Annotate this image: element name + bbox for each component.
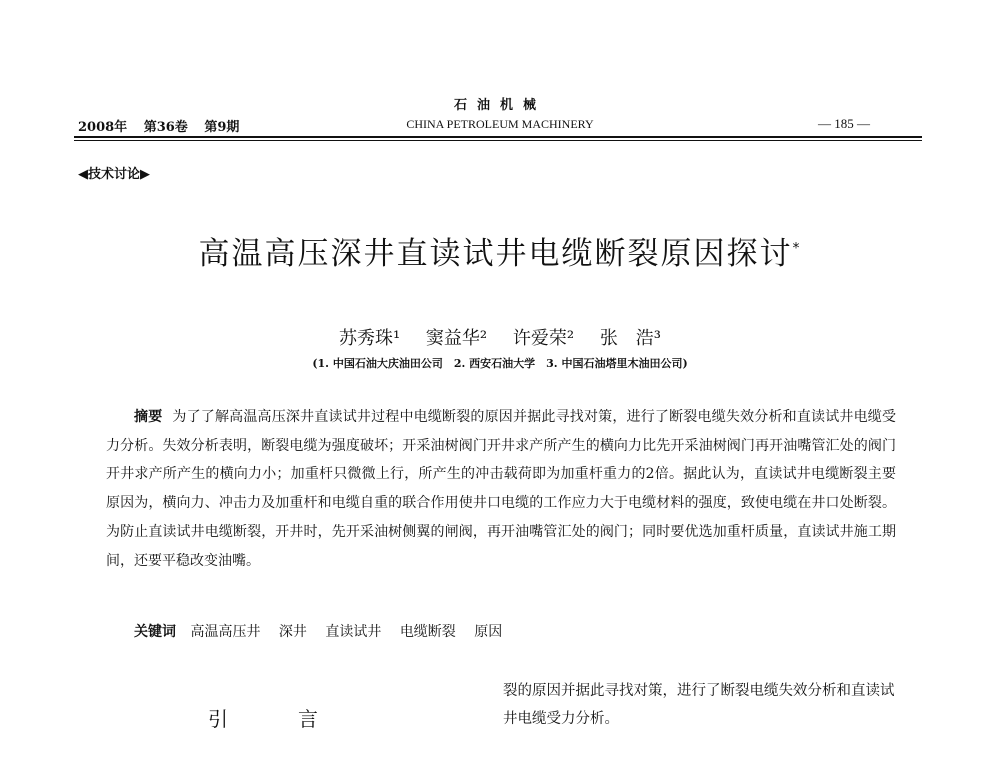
keywords-label: 关键词	[134, 624, 176, 640]
cut-off-text-line	[120, 748, 920, 760]
paper-title-text: 高温高压深井直读试井电缆断裂原因探讨	[198, 236, 793, 272]
keyword: 深井	[278, 624, 307, 640]
keyword: 高温高压井	[190, 624, 261, 640]
intro-heading: 引言	[208, 707, 388, 731]
header-rule-thin	[74, 140, 922, 141]
year: 2008年	[78, 120, 128, 135]
header-rule-thick	[74, 136, 922, 138]
section-tag: ◀技术讨论▶	[78, 167, 150, 182]
keyword: 电缆断裂	[399, 624, 456, 640]
journal-title-cn: 石油机械	[453, 98, 546, 113]
authors	[0, 324, 1000, 350]
keywords	[134, 621, 516, 641]
affiliations: (1. 中国石油大庆油田公司 2. 西安石油大学 3. 中国石油塔里木油田公司)	[312, 357, 688, 370]
abstract-label: 摘要	[134, 409, 163, 425]
paper-title	[0, 228, 1000, 273]
author: 张 浩³	[599, 328, 662, 349]
abstract-text: 为了了解高温高压深井直读试井过程中电缆断裂的原因并据此寻找对策，进行了断裂电缆失效分析和直读试井电缆受力分析。失效分析表明，断裂电缆为强度破坏；开采油树阀门开井求产所产生的横向力比先开采油树阀门再开油嘴管汇处的阀门开井求产所产生的横向力小；加重杆只微微上行，所产生的冲击载荷即为加重杆重力的2倍。据此认为，直读试井电缆断裂主要原因为，横向力、冲击力及加重杆和电缆自重的联合作用使井口电缆的工作应力大于电缆材料的强度，致使电缆在井口处断裂。为防止直读试井电缆断裂，开井时，先开采油树侧翼的闸阀，再开油嘴管汇处的阀门；同时要优选加重杆质量，直读试井施工期间，还要平稳改变油嘴。	[106, 409, 897, 569]
page-number: — 185 —	[818, 116, 870, 131]
journal-title-en: CHINA PETROLEUM MACHINERY	[406, 117, 594, 131]
keyword: 直读试井	[325, 624, 382, 640]
issue: 第9期	[204, 120, 240, 135]
body-text-right-column: 裂的原因并据此寻找对策，进行了断裂电缆失效分析和直读试井电缆受力分析。	[503, 683, 895, 727]
abstract	[106, 403, 896, 575]
title-footnote-mark: *	[792, 240, 802, 257]
volume: 第36卷	[143, 120, 188, 135]
author: 许爱荣²	[512, 328, 575, 349]
author: 苏秀珠¹	[338, 328, 401, 349]
author: 窦益华²	[425, 328, 488, 349]
keyword: 原因	[474, 624, 503, 640]
